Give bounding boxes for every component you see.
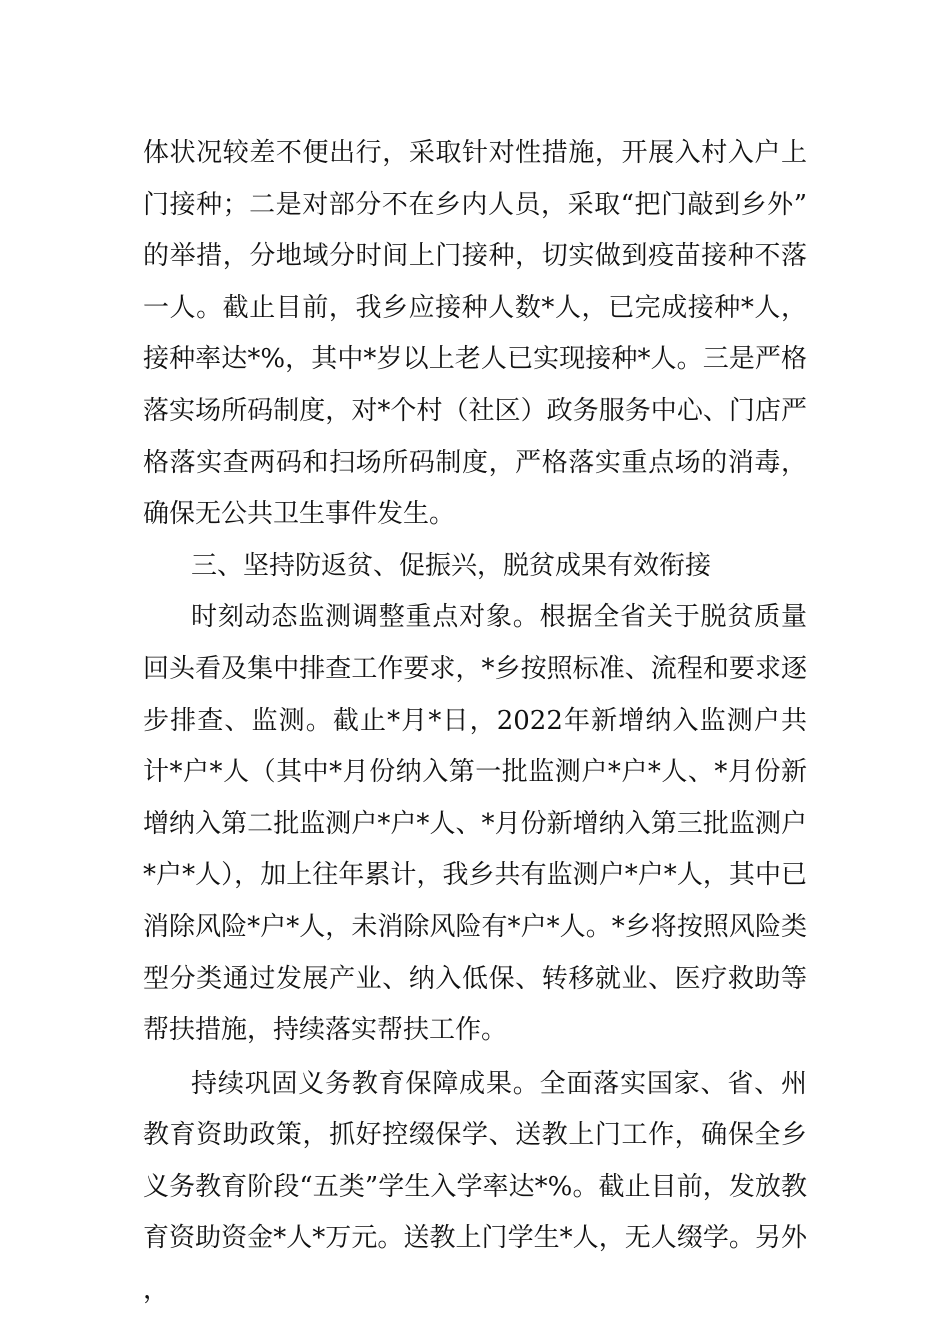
paragraph-education-guarantee: 持续巩固义务教育保障成果。全面落实国家、省、州教育资助政策，抓好控缀保学、送教上门工作，确保全乡义务教育阶段“五类”学生入学率达*%。截止目前，发放教育资助资金*人*万元。送教上门学生*人，无人缀学。另外，: [143, 1068, 807, 1306]
section-heading-three: 三、坚持防返贫、促振兴，脱贫成果有效衔接: [191, 550, 712, 581]
document-body: [143, 128, 807, 1317]
paragraph-monitoring-targets: 时刻动态监测调整重点对象。根据全省关于脱贫质量回头看及集中排查工作要求，*乡按照标准、流程和要求逐步排查、监测。截止*月*日，2022年新增纳入监测户共计*户*人（其中*月份纳入第一批监测户*户*人、*月份新增纳入第二批监测户*户*人、*月份新增纳入第三批监测户*户*人），加上往年累计，我乡共有监测户*户*人，其中已消除风险*户*人，未消除风险有*户*人。*乡将按照风险类型分类通过发展产业、纳入低保、转移就业、医疗救助等帮扶措施，持续落实帮扶工作。: [143, 602, 807, 1046]
paragraph-vaccination-measures: 体状况较差不便出行，采取针对性措施，开展入村入户上门接种；二是对部分不在乡内人员，采取“把门敲到乡外”的举措，分地域分时间上门接种，切实做到疫苗接种不落一人。截止目前，我乡应接种人数*人，已完成接种*人，接种率达*%，其中*岁以上老人已实现接种*人。三是严格落实场所码制度，对*个村（社区）政务服务中心、门店严格落实查两码和扫场所码制度，严格落实重点场的消毒，确保无公共卫生事件发生。: [143, 138, 807, 530]
